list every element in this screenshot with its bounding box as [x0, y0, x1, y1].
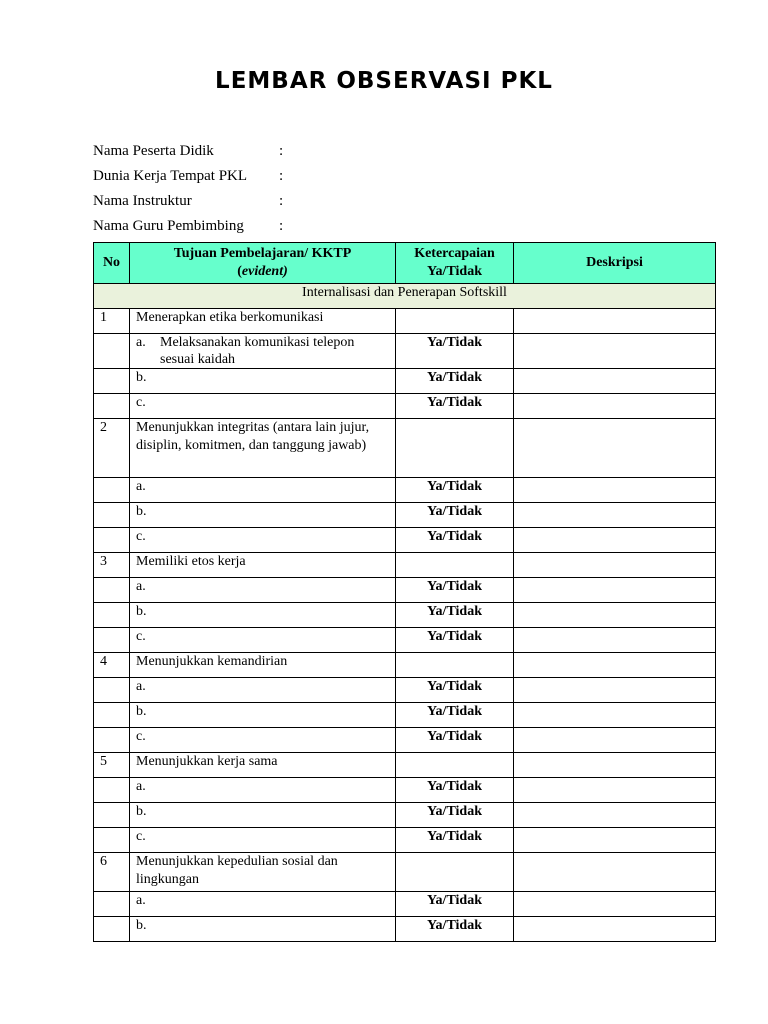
sub-letter: b. — [136, 804, 147, 819]
table-row — [94, 553, 716, 578]
achievement-value[interactable]: Ya/Tidak — [396, 828, 514, 853]
header-no: No — [94, 243, 130, 284]
description-cell[interactable] — [514, 853, 716, 892]
description-cell[interactable] — [514, 753, 716, 778]
info-label: Nama Guru Pembimbing — [93, 218, 244, 234]
achievement-value[interactable]: Ya/Tidak — [396, 334, 514, 369]
sub-objective — [130, 778, 396, 803]
sub-letter: c. — [136, 529, 146, 544]
sub-letter: c. — [136, 729, 146, 744]
row-number: 2 — [94, 419, 130, 478]
sub-objective — [130, 394, 396, 419]
row-number-empty — [94, 528, 130, 553]
info-row-instruktur[interactable] — [93, 190, 393, 215]
objective-text: Memiliki etos kerja — [130, 553, 396, 578]
description-cell[interactable] — [514, 309, 716, 334]
header-tujuan-paren: ( — [237, 264, 242, 279]
header-ketercapaian-line2: Ya/Tidak — [427, 264, 482, 279]
table-row — [94, 728, 716, 753]
achievement-cell[interactable] — [396, 419, 514, 478]
achievement-value[interactable]: Ya/Tidak — [396, 803, 514, 828]
sub-objective — [130, 703, 396, 728]
row-number-empty — [94, 678, 130, 703]
info-label: Nama Instruktur — [93, 193, 192, 209]
row-number: 6 — [94, 853, 130, 892]
page-title: LEMBAR OBSERVASI PKL — [215, 68, 553, 94]
info-colon: : — [279, 218, 284, 234]
sub-objective — [130, 828, 396, 853]
description-cell[interactable] — [514, 528, 716, 553]
description-cell[interactable] — [514, 394, 716, 419]
row-number-empty — [94, 828, 130, 853]
row-number: 4 — [94, 653, 130, 678]
achievement-value[interactable]: Ya/Tidak — [396, 917, 514, 942]
row-number-empty — [94, 803, 130, 828]
info-row-nama-peserta[interactable] — [93, 140, 393, 165]
table-row — [94, 703, 716, 728]
objective-text: Menunjukkan kerja sama — [130, 753, 396, 778]
sub-letter: a. — [136, 779, 146, 794]
table-row — [94, 753, 716, 778]
objective-text: Menunjukkan kepedulian sosial dan lingkungan — [130, 853, 396, 892]
table-row — [94, 394, 716, 419]
row-number-empty — [94, 892, 130, 917]
info-row-dunia-kerja[interactable] — [93, 165, 393, 190]
sub-objective-text — [160, 803, 389, 821]
row-number-empty — [94, 778, 130, 803]
description-cell[interactable] — [514, 778, 716, 803]
table-row — [94, 778, 716, 803]
row-number-empty — [94, 578, 130, 603]
description-cell[interactable] — [514, 678, 716, 703]
header-ketercapaian-line1: Ketercapaian — [414, 246, 495, 261]
sub-objective-text — [160, 478, 389, 496]
row-number: 3 — [94, 553, 130, 578]
table-row — [94, 653, 716, 678]
achievement-cell[interactable] — [396, 753, 514, 778]
description-cell[interactable] — [514, 892, 716, 917]
sub-objective-text — [160, 703, 389, 721]
section-title: Internalisasi dan Penerapan Softskill — [94, 284, 716, 309]
row-number: 5 — [94, 753, 130, 778]
observation-table — [93, 242, 716, 942]
section-row — [94, 284, 716, 309]
sub-letter: c. — [136, 829, 146, 844]
achievement-cell[interactable] — [396, 653, 514, 678]
achievement-value[interactable]: Ya/Tidak — [396, 503, 514, 528]
table-row — [94, 334, 716, 369]
sub-objective — [130, 678, 396, 703]
description-cell[interactable] — [514, 334, 716, 369]
objective-text: Menunjukkan kemandirian — [130, 653, 396, 678]
sub-objective — [130, 528, 396, 553]
table-row — [94, 678, 716, 703]
achievement-value[interactable]: Ya/Tidak — [396, 703, 514, 728]
info-colon: : — [279, 168, 284, 184]
achievement-value[interactable]: Ya/Tidak — [396, 728, 514, 753]
sub-objective — [130, 578, 396, 603]
objective-text: Menerapkan etika berkomunikasi — [130, 309, 396, 334]
sub-objective — [130, 917, 396, 942]
sub-objective — [130, 803, 396, 828]
sub-objective-text: Melaksanakan komunikasi telepon sesuai kaidah — [160, 335, 355, 367]
info-colon: : — [279, 143, 284, 159]
achievement-value[interactable]: Ya/Tidak — [396, 892, 514, 917]
achievement-value[interactable]: Ya/Tidak — [396, 578, 514, 603]
achievement-value[interactable]: Ya/Tidak — [396, 603, 514, 628]
description-cell[interactable] — [514, 553, 716, 578]
sub-letter: c. — [136, 395, 146, 410]
header-tujuan-line1: Tujuan Pembelajaran/ KKTP — [173, 246, 352, 261]
sub-objective — [130, 334, 396, 369]
sub-objective-text — [160, 578, 389, 596]
table-row — [94, 853, 716, 892]
sub-letter: a. — [136, 335, 146, 350]
sub-objective-text — [160, 628, 389, 646]
sub-letter: a. — [136, 679, 146, 694]
sub-letter: c. — [136, 629, 146, 644]
achievement-cell[interactable] — [396, 309, 514, 334]
achievement-value[interactable]: Ya/Tidak — [396, 394, 514, 419]
info-label: Dunia Kerja Tempat PKL — [93, 168, 248, 184]
table-row — [94, 578, 716, 603]
table-row — [94, 309, 716, 334]
sub-objective-text — [160, 503, 389, 521]
sub-objective — [130, 628, 396, 653]
identity-fields — [93, 140, 393, 240]
header-tujuan — [130, 243, 396, 284]
sub-objective — [130, 478, 396, 503]
table-row — [94, 419, 716, 478]
table-row — [94, 478, 716, 503]
sub-objective — [130, 369, 396, 394]
description-cell[interactable] — [514, 628, 716, 653]
table-row — [94, 369, 716, 394]
table-row — [94, 628, 716, 653]
description-cell[interactable] — [514, 369, 716, 394]
achievement-value[interactable]: Ya/Tidak — [396, 478, 514, 503]
objective-text: Menunjukkan integritas (antara lain jujur, disiplin, komitmen, dan tanggung jawab) — [130, 419, 396, 478]
achievement-value[interactable]: Ya/Tidak — [396, 369, 514, 394]
header-deskripsi: Deskripsi — [514, 243, 716, 284]
sub-objective-text — [160, 892, 389, 910]
row-number-empty — [94, 394, 130, 419]
header-ketercapaian — [396, 243, 514, 284]
achievement-cell[interactable] — [396, 553, 514, 578]
description-cell[interactable] — [514, 803, 716, 828]
description-cell[interactable] — [514, 578, 716, 603]
sub-letter: a. — [136, 579, 146, 594]
sub-objective-text — [160, 528, 389, 546]
description-cell[interactable] — [514, 503, 716, 528]
sub-objective-text — [160, 678, 389, 696]
description-cell[interactable] — [514, 917, 716, 942]
sub-objective-text — [160, 778, 389, 796]
achievement-value[interactable]: Ya/Tidak — [396, 778, 514, 803]
sub-letter: a. — [136, 893, 146, 908]
table-row — [94, 603, 716, 628]
header-tujuan-evident: evident) — [241, 264, 288, 279]
table-row — [94, 803, 716, 828]
sub-objective — [130, 603, 396, 628]
sub-letter: b. — [136, 704, 147, 719]
info-row-guru-pembimbing[interactable] — [93, 215, 393, 240]
description-cell[interactable] — [514, 728, 716, 753]
description-cell[interactable] — [514, 653, 716, 678]
table-row — [94, 892, 716, 917]
sub-objective-text — [160, 828, 389, 846]
sub-letter: a. — [136, 479, 146, 494]
sub-letter: b. — [136, 918, 147, 933]
description-cell[interactable] — [514, 703, 716, 728]
table-body — [94, 284, 716, 942]
achievement-value[interactable]: Ya/Tidak — [396, 528, 514, 553]
header-tujuan-line2 — [134, 263, 391, 281]
table-row — [94, 828, 716, 853]
row-number-empty — [94, 703, 130, 728]
sub-objective — [130, 503, 396, 528]
description-cell[interactable] — [514, 828, 716, 853]
achievement-cell[interactable] — [396, 853, 514, 892]
sub-objective-text — [160, 394, 389, 412]
table-row — [94, 528, 716, 553]
sub-letter: b. — [136, 370, 147, 385]
row-number-empty — [94, 334, 130, 369]
description-cell[interactable] — [514, 478, 716, 503]
achievement-value[interactable]: Ya/Tidak — [396, 628, 514, 653]
info-label: Nama Peserta Didik — [93, 143, 214, 159]
description-cell[interactable] — [514, 419, 716, 478]
row-number: 1 — [94, 309, 130, 334]
row-number-empty — [94, 369, 130, 394]
row-number-empty — [94, 917, 130, 942]
sub-objective-text — [160, 728, 389, 746]
sub-objective-text — [160, 369, 389, 387]
sub-objective — [130, 728, 396, 753]
table-header-row — [94, 243, 716, 284]
table-row — [94, 917, 716, 942]
achievement-value[interactable]: Ya/Tidak — [396, 678, 514, 703]
sub-letter: b. — [136, 504, 147, 519]
row-number-empty — [94, 628, 130, 653]
sub-objective-text — [160, 603, 389, 621]
sub-objective — [130, 892, 396, 917]
row-number-empty — [94, 503, 130, 528]
row-number-empty — [94, 728, 130, 753]
row-number-empty — [94, 603, 130, 628]
row-number-empty — [94, 478, 130, 503]
table-row — [94, 503, 716, 528]
description-cell[interactable] — [514, 603, 716, 628]
info-colon: : — [279, 193, 284, 209]
sub-objective-text — [160, 917, 389, 935]
sub-letter: b. — [136, 604, 147, 619]
